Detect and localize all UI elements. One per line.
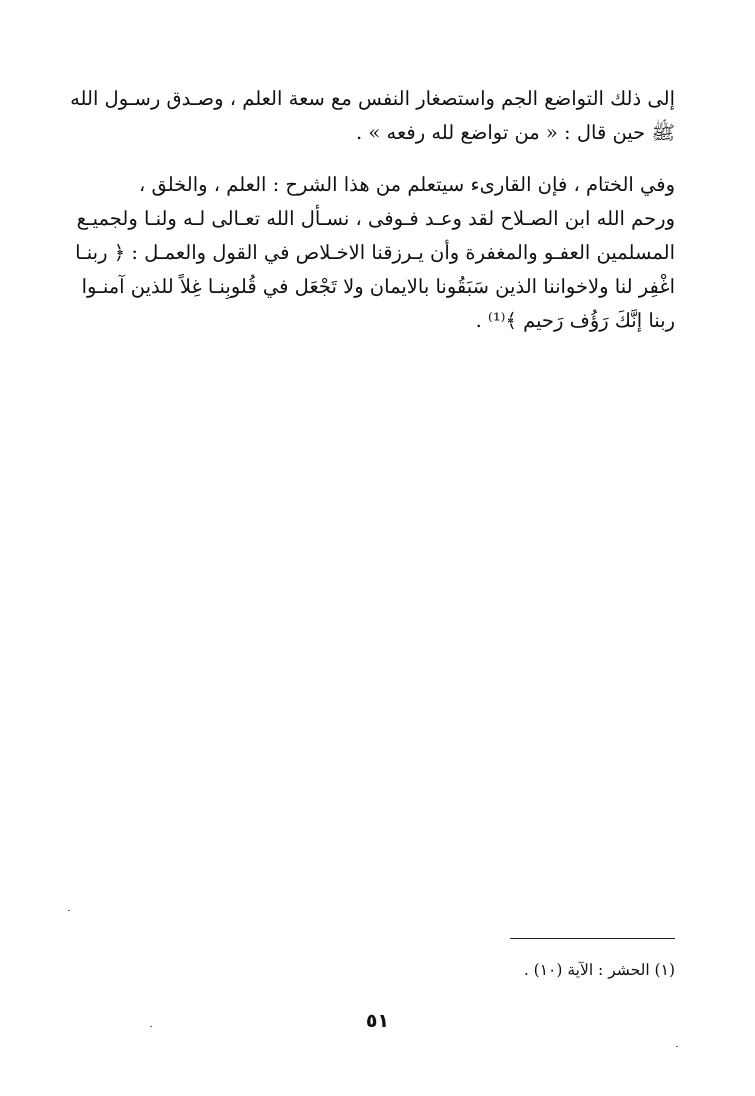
paragraph-conclusion	[75, 168, 675, 338]
paragraph-closing-humility	[70, 82, 675, 150]
text-line: المسلمين العفـو والمغفرة وأن يـرزقنا الاخـلاص في القول والعمـل : ﴿ ربنـا	[75, 241, 675, 264]
scan-speck	[150, 1026, 152, 1027]
scan-speck	[68, 910, 70, 911]
text-line: ورحم الله ابن الصـلاح لقد وعـد فـوفى ، نسـأل الله تعـالى لـه ولنـا ولجميـع	[76, 207, 675, 230]
text-line: ربنا إنَّكَ رَؤُف رَحيم ﴾⁽¹⁾ .	[475, 309, 675, 332]
text-line: ﷺ حين قال : « من تواضع لله رفعه » .	[356, 121, 675, 144]
scan-speck	[676, 1046, 678, 1047]
text-line: وفي الختام ، فإن القارىء سيتعلم من هذا الشرح : العلم ، والخلق ،	[138, 173, 675, 196]
page-number: ٥١	[365, 1010, 390, 1032]
text-line: اغْفِر لنا ولاخواننا الذين سَبَقُونا بالايمان ولا تَجْعَل في قُلوبِنـا غِلاً للذين آمنـوا	[81, 275, 675, 298]
text-line: إلى ذلك التواضع الجم واستصغار النفس مع سعة العلم ، وصـدق رسـول الله	[70, 87, 675, 110]
footnote-divider	[510, 938, 675, 939]
footnote: (١) الحشر : الآية (١٠) .	[523, 961, 675, 979]
